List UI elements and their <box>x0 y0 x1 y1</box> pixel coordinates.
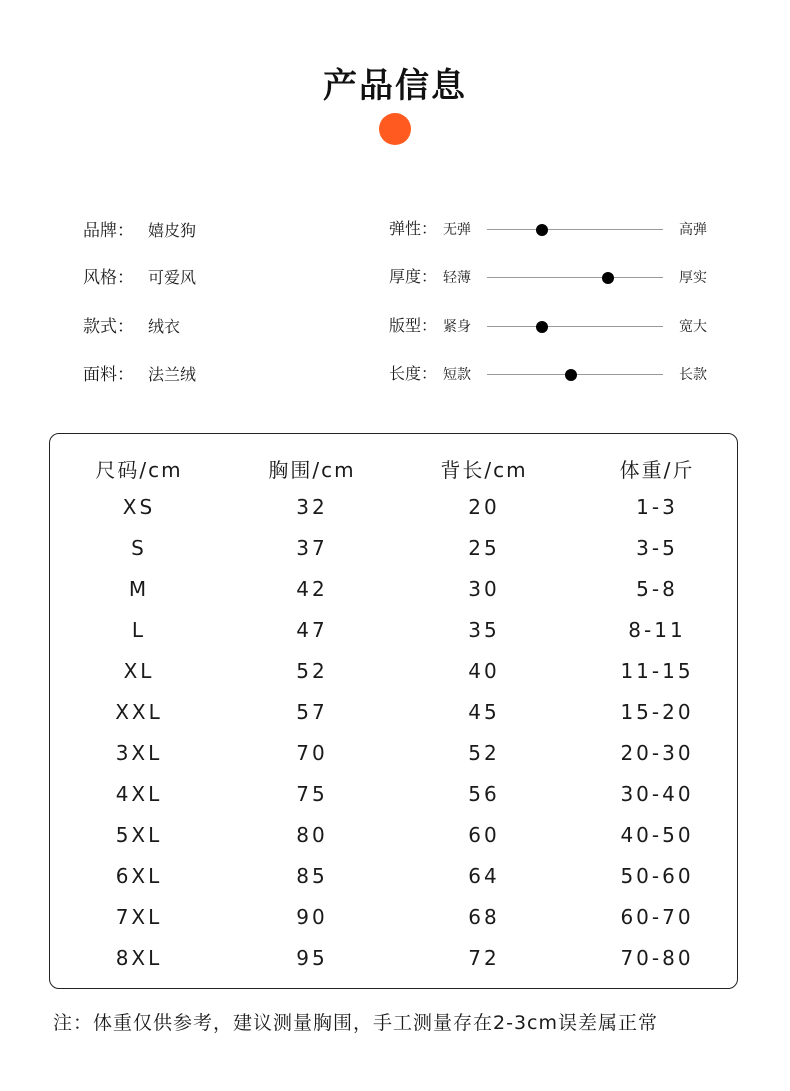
table-cell: 25 <box>468 536 500 560</box>
table-header: 尺码/cm <box>95 458 183 482</box>
attr-type <box>83 312 181 337</box>
table-cell: 3XL <box>115 741 163 765</box>
size-table <box>49 433 738 989</box>
table-cell: 47 <box>296 618 328 642</box>
scale-low-label: 短款 <box>443 367 471 383</box>
table-cell: 52 <box>468 741 500 765</box>
table-cell: 75 <box>296 782 328 806</box>
table-cell: 60 <box>468 823 500 847</box>
scale-high-label: 厚实 <box>679 270 707 286</box>
table-cell: 32 <box>296 495 328 519</box>
table-cell: 30 <box>468 577 500 601</box>
table-cell: 1-3 <box>636 495 678 519</box>
disclaimer-note: 注：体重仅供参考，建议测量胸围，手工测量存在2-3cm误差属正常 <box>53 1012 658 1034</box>
table-cell: 8XL <box>115 946 163 970</box>
table-cell: XS <box>122 495 156 519</box>
table-cell: 5-8 <box>636 577 678 601</box>
table-cell: 80 <box>296 823 328 847</box>
scale-knob <box>602 272 614 284</box>
table-cell: 40-50 <box>620 823 694 847</box>
scale-knob <box>565 369 577 381</box>
table-cell: M <box>128 577 150 601</box>
scale-low-label: 无弹 <box>443 222 471 238</box>
table-cell: 4XL <box>115 782 163 806</box>
scale-knob <box>536 224 548 236</box>
attr-style <box>83 263 197 288</box>
table-header: 胸围/cm <box>268 458 356 482</box>
scale-low-label: 轻薄 <box>443 270 471 286</box>
scale-label: 版型： <box>389 316 438 335</box>
attr-value: 绒衣 <box>148 317 181 336</box>
scale-elasticity <box>389 216 719 246</box>
table-cell: 72 <box>468 946 500 970</box>
attr-label: 风格： <box>83 268 134 288</box>
table-cell: 35 <box>468 618 500 642</box>
table-cell: 64 <box>468 864 500 888</box>
table-cell: 68 <box>468 905 500 929</box>
table-cell: 42 <box>296 577 328 601</box>
table-cell: 8-11 <box>628 618 686 642</box>
table-cell: 60-70 <box>620 905 694 929</box>
attr-label: 款式： <box>83 317 134 337</box>
scale-fit <box>389 313 719 343</box>
scale-thickness <box>389 264 719 294</box>
table-header: 体重/斤 <box>619 458 695 482</box>
scale-knob <box>536 321 548 333</box>
attr-fabric <box>83 360 197 385</box>
table-cell: 37 <box>296 536 328 560</box>
attr-value: 嬉皮狗 <box>148 221 197 240</box>
table-cell: 52 <box>296 659 328 683</box>
attr-brand <box>83 216 197 241</box>
table-cell: 20-30 <box>620 741 694 765</box>
table-header: 背长/cm <box>440 458 528 482</box>
table-cell: 7XL <box>115 905 163 929</box>
table-cell: 11-15 <box>620 659 694 683</box>
scale-track <box>487 229 663 230</box>
table-cell: 95 <box>296 946 328 970</box>
table-cell: 70 <box>296 741 328 765</box>
table-cell: 85 <box>296 864 328 888</box>
scale-label: 长度： <box>389 364 438 383</box>
accent-dot <box>379 113 411 145</box>
scale-label: 厚度： <box>389 267 438 286</box>
attr-label: 品牌： <box>83 221 134 241</box>
table-cell: 70-80 <box>620 946 694 970</box>
table-cell: 57 <box>296 700 328 724</box>
attr-value: 可爱风 <box>148 268 197 287</box>
scale-high-label: 长款 <box>679 367 707 383</box>
table-cell: 3-5 <box>636 536 678 560</box>
table-cell: 5XL <box>115 823 163 847</box>
table-cell: 56 <box>468 782 500 806</box>
attr-label: 面料： <box>83 365 134 385</box>
scale-high-label: 宽大 <box>679 319 707 335</box>
table-cell: 90 <box>296 905 328 929</box>
scale-label: 弹性： <box>389 219 438 238</box>
table-cell: 30-40 <box>620 782 694 806</box>
table-cell: S <box>131 536 147 560</box>
table-cell: 6XL <box>115 864 163 888</box>
page-title: 产品信息 <box>323 66 467 106</box>
table-cell: 15-20 <box>620 700 694 724</box>
scale-track <box>487 277 663 278</box>
table-cell: 50-60 <box>620 864 694 888</box>
scale-low-label: 紧身 <box>443 319 471 335</box>
table-cell: XL <box>123 659 155 683</box>
attr-value: 法兰绒 <box>148 365 197 384</box>
table-cell: 45 <box>468 700 500 724</box>
table-cell: 20 <box>468 495 500 519</box>
table-cell: L <box>131 618 147 642</box>
scale-length <box>389 361 719 391</box>
table-cell: XXL <box>115 700 163 724</box>
table-cell: 40 <box>468 659 500 683</box>
scale-track <box>487 326 663 327</box>
scale-high-label: 高弹 <box>679 222 707 238</box>
